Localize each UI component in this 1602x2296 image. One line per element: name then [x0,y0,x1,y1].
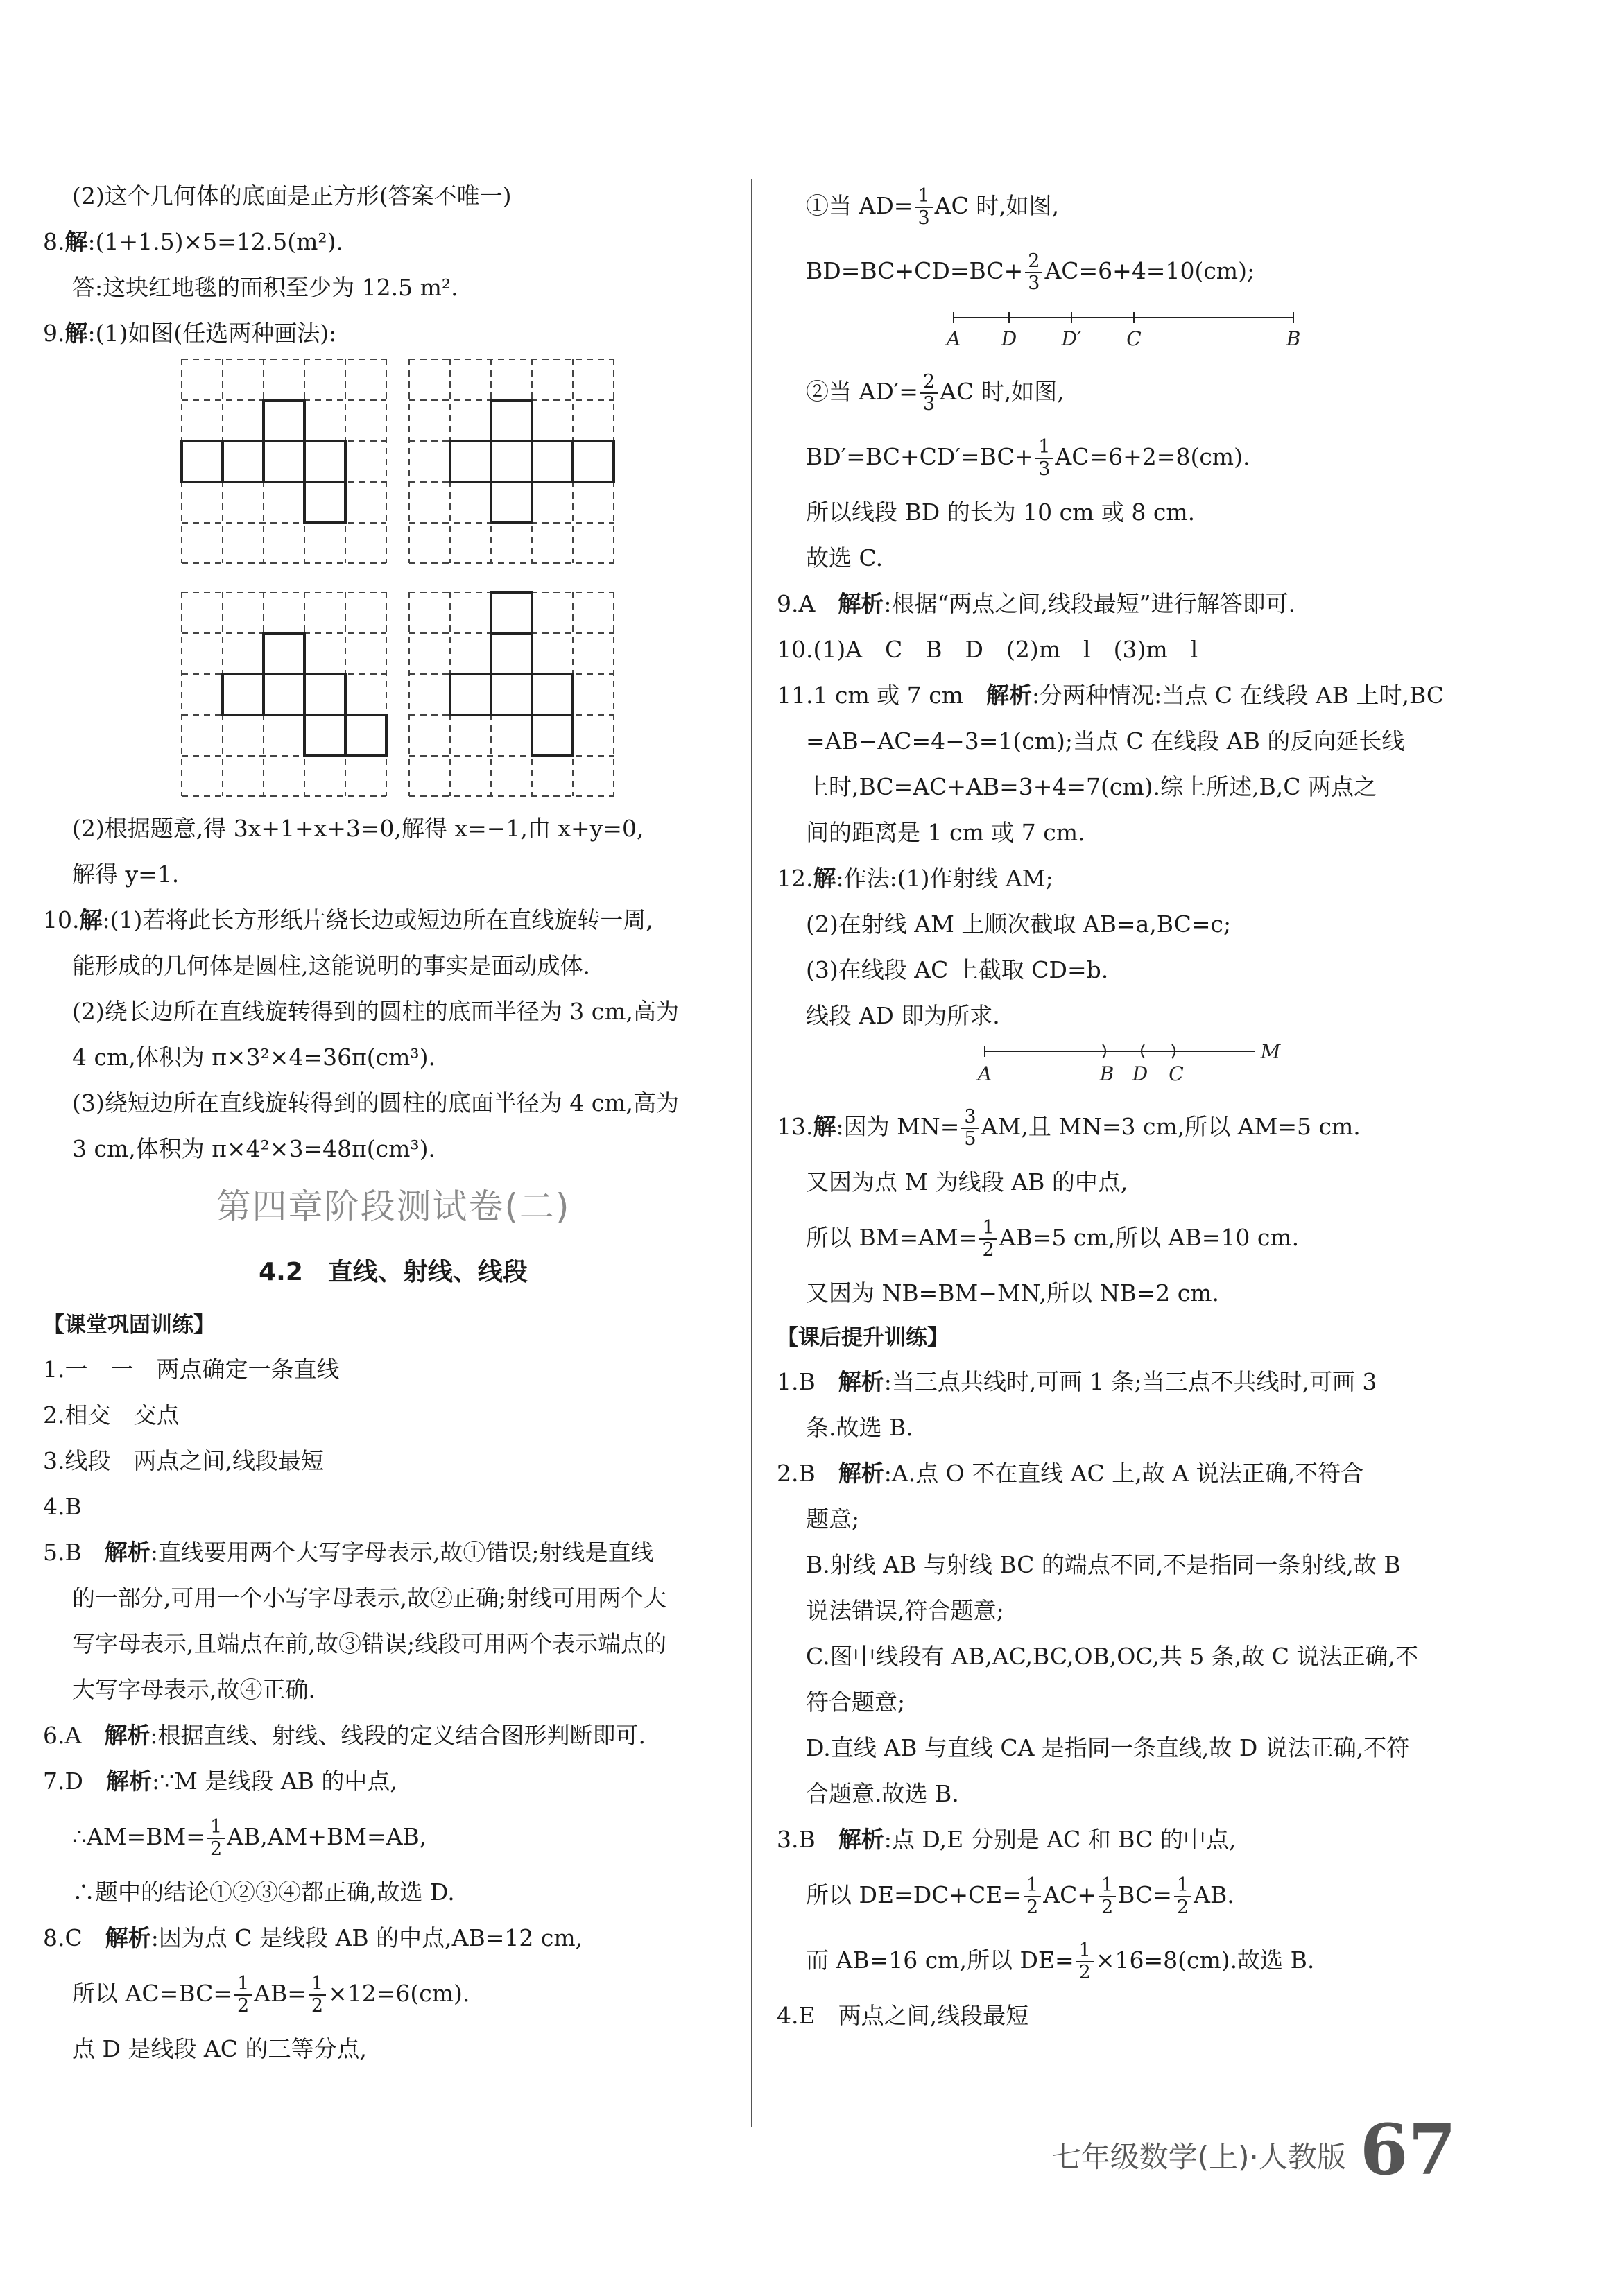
answer-13: 13.解:因为 MN= $\frac{3}{5}$ AM,且 MN=3 cm,所以 AM=5 cm. [777,1106,1361,1150]
answer-7: 7.D 解析:∵M 是线段 AB 的中点, [43,1768,397,1795]
after-answer-2: 2.B 解析:A.点 O 不在直线 AC 上,故 A 说法正确,不符合 [777,1460,1364,1487]
text-line: B.射线 AB 与射线 BC 的端点不同,不是指同一条射线,故 B [806,1551,1401,1578]
class-practice-heading: 【课堂巩固训练】 [43,1313,215,1338]
text-line: 上时,BC=AC+AB=3+4=7(cm).综上所述,B,C 两点之 [806,773,1377,800]
text-line: 符合题意; [806,1689,906,1716]
point-label: B [1286,327,1301,350]
question-9: 9.解:(1)如图(任选两种画法): [43,320,337,347]
fraction: $\frac{1}{2}$ [234,1974,252,2017]
fraction: $\frac{2}{3}$ [920,372,938,415]
segment-diagram-1 [777,304,1477,359]
text-line: 条.故选 B. [806,1414,913,1441]
formula-line: 所以 DE=DC+CE= $\frac{1}{2}$ AC+ $\frac{1}{2}$ BC= $\frac{1}{2}$ AB. [806,1874,1234,1918]
point-label: B [1099,1062,1114,1085]
formula-line: ∴AM=BM= $\frac{1}{2}$ AB,AM+BM=AB, [72,1816,427,1860]
formula-line: 而 AB=16 cm,所以 DE= $\frac{1}{2}$ ×16=8(cm).故选 B. [806,1940,1315,1983]
after-answer-4: 4.E 两点之间,线段最短 [777,2002,1029,2029]
text-line: 能形成的几何体是圆柱,这能说明的事实是面动成体. [72,952,590,979]
fraction: $\frac{1}{2}$ [207,1817,225,1860]
answer-9: 9.A 解析:根据“两点之间,线段最短”进行解答即可. [777,590,1296,617]
answer-5: 5.B 解析:直线要用两个大写字母表示,故①错误;射线是直线 [43,1539,654,1566]
fraction: $\frac{1}{2}$ [1099,1875,1116,1918]
section-title: 4.2 直线、射线、线段 [259,1258,528,1286]
text-line: 间的距离是 1 cm 或 7 cm. [806,819,1085,846]
answer-1: 1.一 一 两点确定一条直线 [43,1356,340,1383]
text-line: C.图中线段有 AB,AC,BC,OB,OC,共 5 条,故 C 说法正确,不 [806,1643,1419,1670]
answer-8: 8.C 解析:因为点 C 是线段 AB 的中点,AB=12 cm, [43,1924,583,1951]
fraction: $\frac{1}{3}$ [915,186,932,229]
point-label: D [1001,327,1017,350]
text-line: 的一部分,可用一个小写字母表示,故②正确;射线可用两个大 [72,1585,667,1612]
point-label: D′ [1061,327,1082,350]
text-line: 说法错误,符合题意; [806,1597,1004,1624]
text-line: ∴题中的结论①②③④都正确,故选 D. [72,1879,455,1906]
after-answer-1: 1.B 解析:当三点共线时,可画 1 条;当三点不共线时,可画 3 [777,1368,1377,1395]
formula-line: BD′=BC+CD′=BC+ $\frac{1}{3}$ AC=6+2=8(cm). [806,436,1250,480]
answer-2: 2.相交 交点 [43,1401,180,1428]
text-line: =AB−AC=4−3=1(cm);当点 C 在线段 AB 的反向延长线 [806,727,1405,754]
text-line: 4 cm,体积为 π×3²×4=36π(cm³). [72,1044,436,1071]
formula-line: 所以 BM=AM= $\frac{1}{2}$ AB=5 cm,所以 AB=10 cm. [806,1217,1300,1261]
answer-3: 3.线段 两点之间,线段最短 [43,1447,324,1474]
question-8-answer: 答:这块红地毯的面积至少为 12.5 m². [72,274,458,301]
question-9-part-2: (2)根据题意,得 3x+1+x+3=0,解得 x=−1,由 x+y=0, [72,815,644,842]
text-line: 题意; [806,1505,860,1533]
text-line: (3)在线段 AC 上截取 CD=b. [806,956,1109,983]
formula-line: 所以 AC=BC= $\frac{1}{2}$ AB= $\frac{1}{2}$ ×12=6(cm). [72,1973,470,2017]
text-line: 写字母表示,且端点在前,故③错误;线段可用两个表示端点的 [72,1630,667,1657]
point-label: C [1169,1062,1184,1085]
text-line: D.直线 AB 与直线 CA 是指同一条直线,故 D 说法正确,不符 [806,1734,1410,1761]
text-line: 所以线段 BD 的长为 10 cm 或 8 cm. [806,499,1196,526]
column-divider [751,179,752,2127]
point-label: A [977,1062,992,1085]
question-8: 8.解:(1+1.5)×5=12.5(m²). [43,228,344,255]
text-line: 解得 y=1. [72,861,180,888]
formula-line: ①当 AD= $\frac{1}{3}$ AC 时,如图, [806,185,1060,229]
fraction: $\frac{1}{2}$ [309,1974,326,2017]
net-diagrams [43,356,743,800]
answer-4: 4.B [43,1493,82,1520]
point-label: D [1132,1062,1148,1085]
text-line: (2)这个几何体的底面是正方形(答案不唯一) [72,182,512,209]
left-column [43,173,743,2072]
point-label: M [1260,1040,1281,1063]
point-label: C [1126,327,1142,350]
text-line: 大写字母表示,故④正确. [72,1676,316,1703]
question-10: 10.解:(1)若将此长方形纸片绕长边或短边所在直线旋转一周, [43,906,653,933]
text-line: 又因为 NB=BM−MN,所以 NB=2 cm. [806,1279,1220,1306]
fraction: $\frac{1}{3}$ [1035,437,1053,480]
point-label: A [946,327,961,350]
formula-line: BD=BC+CD=BC+ $\frac{2}{3}$ AC=6+4=10(cm); [806,250,1255,294]
right-column [777,173,1477,2039]
answer-12: 12.解:作法:(1)作射线 AM; [777,865,1053,892]
fraction: $\frac{3}{5}$ [961,1107,979,1150]
text-line: (2)绕长边所在直线旋转得到的圆柱的底面半径为 3 cm,高为 [72,998,679,1025]
fraction: $\frac{2}{3}$ [1025,251,1042,294]
chapter-title: 第四章阶段测试卷(二) [216,1186,571,1227]
fraction: $\frac{1}{2}$ [1174,1875,1191,1918]
text-line: 点 D 是线段 AC 的三等分点, [72,2035,367,2062]
fraction: $\frac{1}{2}$ [1024,1875,1041,1918]
after-answer-3: 3.B 解析:点 D,E 分别是 AC 和 BC 的中点, [777,1826,1237,1853]
book-title: 七年级数学(上)·人教版 [1051,2140,1346,2174]
text-line: 合题意.故选 B. [806,1780,959,1807]
text-line: 又因为点 M 为线段 AB 的中点, [806,1168,1128,1196]
text-line: (2)在射线 AM 上顺次截取 AB=a,BC=c; [806,910,1232,938]
answer-11: 11.1 cm 或 7 cm 解析:分两种情况:当点 C 在线段 AB 上时,BC [777,682,1445,709]
text-line: 3 cm,体积为 π×4²×3=48π(cm³). [72,1135,436,1162]
page-footer [1051,2108,1456,2191]
text-line: 故选 C. [806,544,884,571]
fraction: $\frac{1}{2}$ [979,1218,997,1261]
text-line: (3)绕短边所在直线旋转得到的圆柱的底面半径为 4 cm,高为 [72,1089,679,1116]
page-number: 67 [1359,2109,1456,2191]
answer-10: 10.(1)A C B D (2)m l (3)m l [777,636,1198,663]
formula-line: ②当 AD′= $\frac{2}{3}$ AC 时,如图, [806,371,1065,415]
answer-6: 6.A 解析:根据直线、射线、线段的定义结合图形判断即可. [43,1722,646,1749]
segment-diagram-2 [777,1039,1477,1094]
fraction: $\frac{1}{2}$ [1076,1940,1094,1983]
after-class-heading: 【课后提升训练】 [777,1325,949,1350]
text-line: 线段 AD 即为所求. [806,1002,1000,1029]
